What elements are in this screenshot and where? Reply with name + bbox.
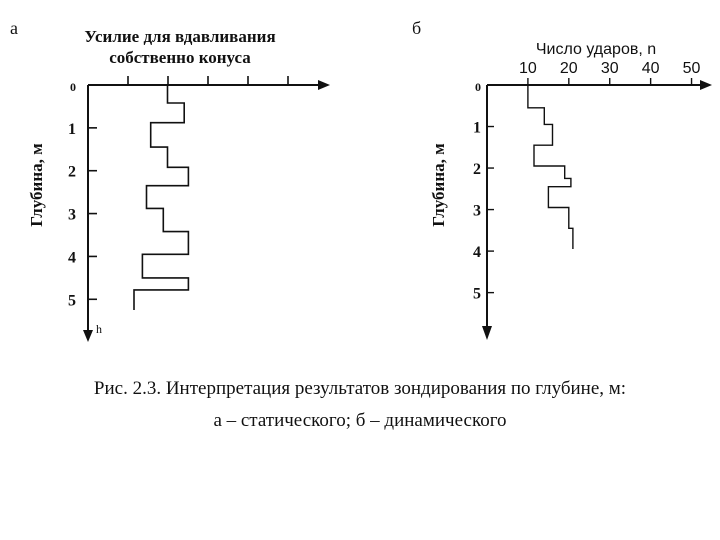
panel-b-depth-arrow xyxy=(482,326,492,340)
panel-b xyxy=(412,18,712,340)
panel-b-y-tick-label: 5 xyxy=(473,285,481,303)
panel-b-y-tick-label: 2 xyxy=(473,161,481,179)
panel-a-depth-arrow xyxy=(83,330,93,342)
panel-b-title: Число ударов, n xyxy=(535,41,657,58)
panel-b-x-tick-label: 50 xyxy=(682,60,701,77)
panel-a-y-tick-label: 4 xyxy=(68,249,76,267)
panel-b-x-tick-label: 30 xyxy=(600,60,619,77)
panel-b-label: б xyxy=(412,18,422,38)
panel-b-series-line xyxy=(528,85,573,249)
panel-a-ylabel: Глубина, м xyxy=(27,143,46,227)
panel-a-x-arrow xyxy=(318,80,330,90)
panel-a-x-ticks xyxy=(128,76,288,85)
panel-a-series-line xyxy=(134,85,188,310)
panel-b-y-tick-label: 3 xyxy=(473,202,481,220)
panel-b-y-tick-label: 4 xyxy=(473,244,481,262)
panel-a-y-tick-label: 3 xyxy=(68,206,76,224)
panel-a-y-ticks xyxy=(68,80,97,309)
panel-a-y-tick-label: 2 xyxy=(68,163,76,181)
panel-b-x-tick-label: 10 xyxy=(519,60,537,77)
panel-a-title-line2: собственно конуса xyxy=(109,48,251,67)
figure-caption-line2: а – статического; б – динамического xyxy=(213,410,507,431)
panel-a-title-line1: Усилие для вдавливания xyxy=(84,27,276,46)
panel-b-ylabel: Глубина, м xyxy=(429,143,448,227)
panel-a-y-tick-label: 0 xyxy=(70,80,76,94)
panel-b-x-tick-label: 40 xyxy=(641,60,660,77)
panel-b-y-ticks xyxy=(473,80,494,303)
panel-b-y-tick-label: 0 xyxy=(475,80,481,94)
figure-caption-line1: Рис. 2.3. Интерпретация результатов зондирования по глубине, м: xyxy=(93,378,627,399)
panel-a-y-tick-label: 1 xyxy=(68,120,76,138)
panel-b-x-ticks xyxy=(519,60,701,85)
panel-b-x-arrow xyxy=(700,80,712,90)
panel-a-y-tick-label: 5 xyxy=(68,292,76,310)
panel-a xyxy=(10,18,330,342)
panel-b-x-tick-label: 20 xyxy=(559,60,578,77)
panel-a-label: а xyxy=(10,18,18,38)
panel-a-depth-axis-end-label: h xyxy=(96,322,102,336)
panel-b-y-tick-label: 1 xyxy=(473,119,481,137)
